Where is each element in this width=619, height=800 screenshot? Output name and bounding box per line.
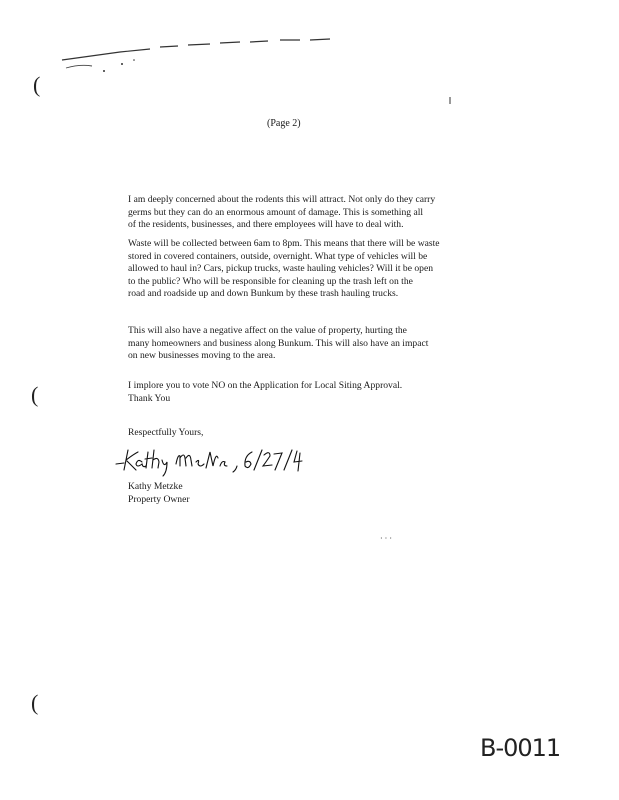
paragraph-request — [128, 380, 488, 405]
paragraph-line: Waste will be collected between 6am to 8pm. This means that there will be waste — [128, 238, 440, 249]
margin-mark-middle: ( — [31, 382, 39, 407]
paragraph-rodents — [128, 194, 488, 232]
paragraph-property-value — [128, 325, 488, 363]
paragraph-line: of the residents, businesses, and there employees will have to deal with. — [128, 219, 404, 231]
paragraph-line: on new businesses moving to the area. — [128, 350, 276, 362]
page-number: (Page 2) — [267, 118, 301, 129]
closing-salutation: Respectfully Yours, — [128, 427, 204, 438]
paragraph-line: stored in covered containers, outside, overnight. What type of vehicles will be — [128, 250, 428, 262]
paragraph-line: I am deeply concerned about the rodents this will attract. Not only do they carry — [128, 194, 436, 205]
paragraph-line: allowed to haul in? Cars, pickup trucks, waste hauling vehicles? Will it be open — [128, 263, 434, 275]
paragraph-line: This will also have a negative affect on the value of property, hurting the — [128, 325, 407, 336]
paragraph-line: Thank You — [128, 392, 171, 404]
paragraph-line: germs but they can do an enormous amount of damage. This is something all — [128, 206, 424, 218]
scan-streak — [0, 0, 619, 110]
paragraph-line: I implore you to vote NO on the Application for Local Siting Approval. — [128, 380, 403, 391]
paragraph-line: many homeowners and business along Bunkum. This will also have an impact — [128, 337, 429, 349]
margin-mark-bottom: ( — [31, 690, 39, 715]
paragraph-line: road and roadside up and down Bunkum by these trash hauling trucks. — [128, 288, 399, 300]
scan-specks: · · · — [380, 534, 392, 543]
signer-title: Property Owner — [128, 494, 190, 505]
paragraph-waste-collection — [128, 238, 488, 301]
margin-mark-top: ( — [33, 72, 41, 97]
paragraph-line: to the public? Who will be responsible for cleaning up the trash left on the — [128, 275, 413, 287]
bates-stamp: B-0011 — [480, 734, 561, 762]
handwritten-signature — [112, 444, 312, 478]
signer-name: Kathy Metzke — [128, 481, 183, 492]
